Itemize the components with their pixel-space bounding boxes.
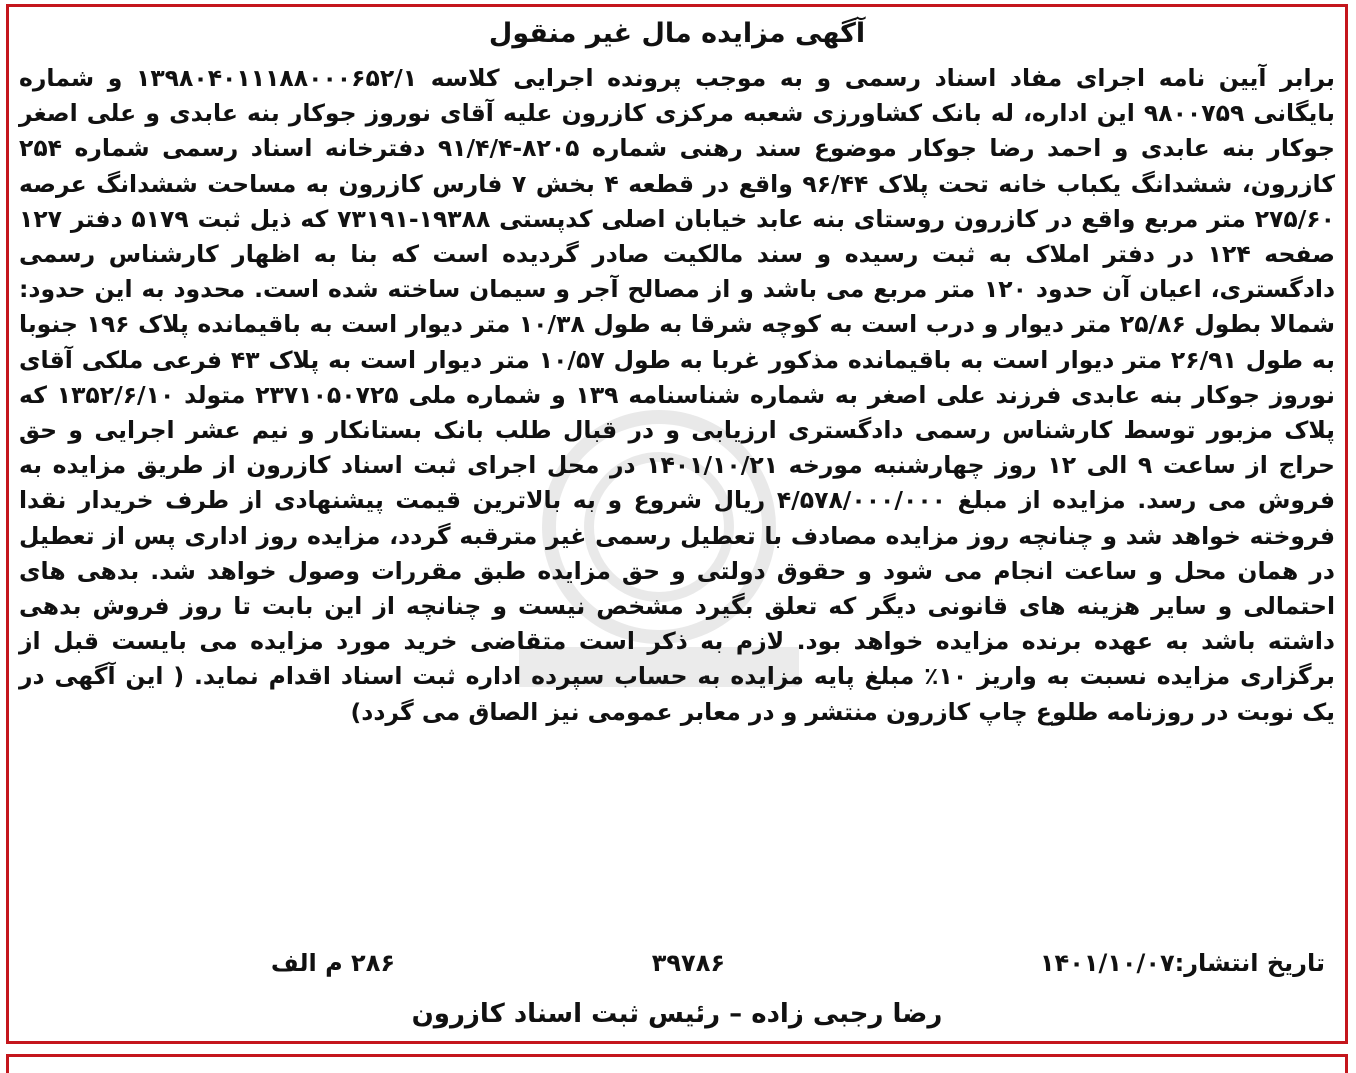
notice-body: برابر آیین نامه اجرای مفاد اسناد رسمی و به موجب پرونده اجرایی کلاسه ۱۳۹۸۰۴۰۱۱۱۸۸۰۰۰۶۵۲/۱ و شماره بایگانی ۹۸۰۰۷۵۹ این اداره، له بانک کشاورزی شعبه مرکزی کازرون علیه آقای نوروز جوکار بنه عابدی و علی اصغر جوکار بنه عابدی و احمد رضا جوکار موضوع سند رهنی شماره ۸۲۰۵-۹۱/۴/۴ دفترخانه اسناد رسمی شماره ۲۵۴ کازرون، ششدانگ یکباب خانه تحت پلاک ۹۶/۴۴ واقع در قطعه ۴ بخش ۷ فارس کازرون به مساحت ششدانگ عرصه ۲۷۵/۶۰ متر مربع واقع در کازرون روستای بنه عابد خیابان اصلی کدپستی ۱۹۳۸۸-۷۳۱۹۱ که ذیل ثبت ۵۱۷۹ دفتر ۱۲۷ صفحه ۱۲۴ در دفتر املاک به ثبت رسیده و سند مالکیت صادر گردیده است که بنا به اظهار کارشناس رسمی دادگستری، اعیان آن حدود ۱۲۰ متر مربع می باشد و از مصالح آجر و سیمان ساخته شده است. محدود به این حدود: شمالا بطول ۲۵/۸۶ متر دیوار و درب است به کوچه شرقا به طول ۱۰/۳۸ متر دیوار است به باقیمانده پلاک ۱۹۶ جنوبا به طول ۲۶/۹۱ متر دیوار است به باقیمانده مذکور غربا به طول ۱۰/۵۷ متر دیوار است به پلاک ۴۳ فرعی ملکی آقای نوروز جوکار بنه عابدی فرزند علی اصغر به شماره شناسنامه ۱۳۹ و شماره ملی ۲۳۷۱۰۵۰۷۲۵ متولد ۱۳۵۲/۶/۱۰ که پلاک مزبور توسط کارشناس رسمی دادگستری ارزیابی و در قبال طلب بانک بستانکار و نیم عشر اجرایی و حق حراج از ساعت ۹ الی ۱۲ روز چهارشنبه مورخه ۱۴۰۱/۱۰/۲۱ در محل اجرای ثبت اسناد کازرون از طریق مزایده به فروش می رسد. مزایده از مبلغ ۴/۵۷۸/۰۰۰/۰۰۰ ریال شروع و به بالاترین قیمت پیشنهادی از طرف خریدار نقدا فروخته خواهد شد و چنانچه روز مزایده مصادف با تعطیل رسمی غیر مترقبه گردد، مزایده روز اداری پس از تعطیل در همان محل و ساعت انجام می شود و حقوق دولتی و حق مزایده طبق مقررات وصول خواهد شد. بدهی های احتمالی و سایر هزینه های قانونی دیگر که تعلق بگیرد مشخص نیست و چنانچه از این بابت تا روز فروش بدهی داشته باشد به عهده برنده مزایده خواهد بود. لازم به ذکر است متقاضی خرید مورد مزایده می بایست قبل از برگزاری مزایده نسبت به واریز ۱۰٪ مبلغ پایه مزایده به حساب سپرده اداره ثبت اسناد اقدام نماید. ( این آگهی در یک نوبت در روزنامه طلوع چاپ کازرون منتشر و در معابر عمومی نیز الصاق می گردد): [19, 64, 1336, 726]
notice-title: آگهی مزایده مال غیر منقول: [488, 18, 866, 49]
notice-footer: [49, 949, 1325, 983]
next-notice-frame: [6, 1054, 1348, 1073]
signature-line: رضا رجبی زاده – رئیس ثبت اسناد کازرون: [411, 999, 943, 1029]
notice-frame: [6, 4, 1348, 1044]
ad-number: ۳۹۷۸۶: [651, 949, 725, 977]
ad-code: ۲۸۶ م الف: [270, 949, 395, 977]
publish-date: تاریخ انتشار:۱۴۰۱/۱۰/۰۷: [1039, 949, 1325, 977]
